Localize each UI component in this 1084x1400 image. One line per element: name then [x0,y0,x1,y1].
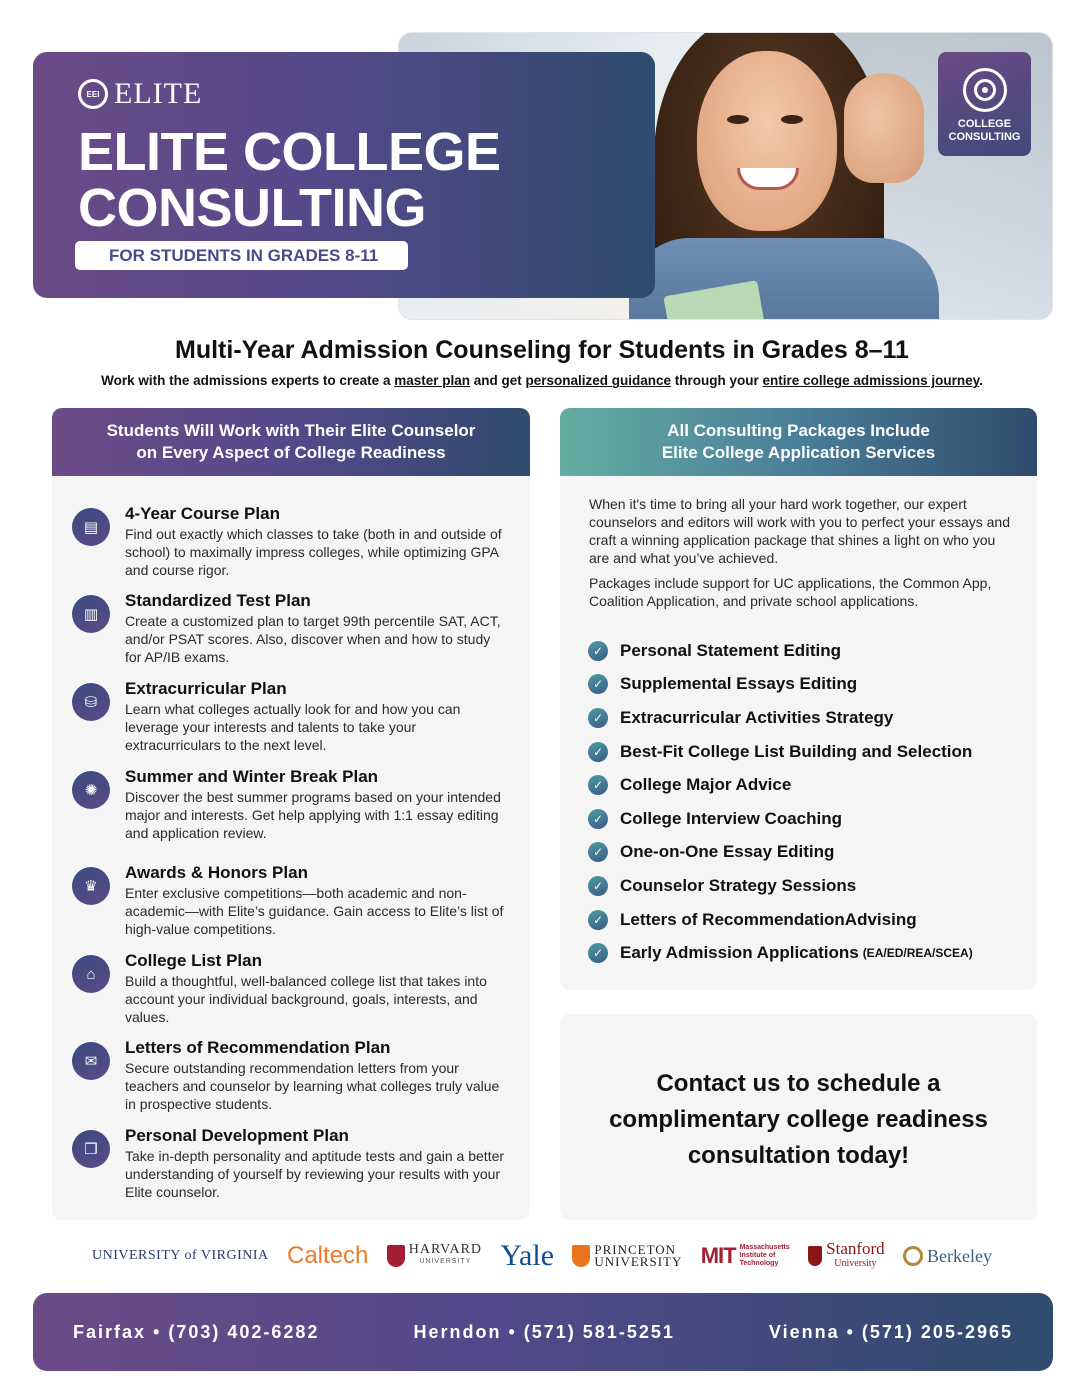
grades-pill: FOR STUDENTS IN GRADES 8-11 [75,241,408,270]
subline-text: Work with the admissions experts to create a [101,373,395,388]
panel-heading-line1: All Consulting Packages Include [667,421,930,440]
trophy-icon: ♛ [72,867,110,905]
footer-contacts [33,1293,1053,1371]
admissions-journey-link[interactable]: entire college admissions journey [762,373,980,388]
check-icon: ✓ [588,910,608,930]
princeton-logo [572,1244,682,1268]
photo-face [697,51,837,231]
plan-title: College List Plan [125,951,262,970]
service-label: One-on-One Essay Editing [620,842,835,862]
plan-description: Take in-depth personality and aptitude tests and gain a better understanding of yourself by reviewing your results with your Elite counselor. [125,1148,505,1200]
photo-eye-left [727,115,749,124]
service-label: College Major Advice [620,775,792,795]
footer-fairfax-phone[interactable]: Fairfax • (703) 402-6282 [73,1321,320,1342]
master-plan-link[interactable]: master plan [394,373,470,388]
plan-description: Create a customized plan to target 99th percentile SAT, ACT, and/or PSAT scores. Also, discover when and how to study for AP/IB exams. [125,613,501,665]
badge-label [938,118,1031,144]
panel-heading [52,408,530,476]
check-icon: ✓ [588,708,608,728]
princeton-shield-icon [572,1245,590,1267]
berkeley-logo [903,1246,992,1267]
service-label: Early Admission Applications [620,943,859,963]
caltech-wordmark: Caltech [287,1242,369,1269]
contact-cta-line: consultation today! [687,1142,910,1169]
harvard-shield-icon [387,1245,405,1267]
contact-cta-line: complimentary college readiness [609,1106,988,1133]
list-item [588,802,1018,836]
plan-description: Find out exactly which classes to take (both in and outside of school) to maximally impress colleges, while optimizing GPA and course rigor. [125,526,502,578]
berkeley-seal-icon [903,1246,923,1266]
check-icon: ✓ [588,943,608,963]
stanford-logo [808,1241,885,1271]
plan-description: Enter exclusive competitions—both academic and non-academic—with Elite’s guidance. Gain access to Elite’s list of high-value competitions. [125,885,504,937]
berkeley-wordmark: Berkeley [927,1245,992,1266]
caltech-logo [287,1242,368,1270]
thumbs-up-hand [844,73,924,183]
university-icon: ⌂ [72,955,110,993]
bar-chart-icon: ▥ [72,595,110,633]
stanford-subtitle: University [834,1258,877,1269]
college-readiness-panel [52,408,530,1220]
services-list [588,634,1018,970]
check-icon: ✓ [588,842,608,862]
brand-emblem-icon: EEI [78,79,108,109]
panel-heading-line2: Elite College Application Services [661,443,936,462]
panel-heading [560,408,1037,476]
mit-logo [701,1243,790,1269]
footer-vienna-phone[interactable]: Vienna • (571) 205-2965 [768,1321,1013,1342]
list-item [588,701,1018,735]
service-label: Letters of RecommendationAdvising [620,909,917,929]
application-services-panel [560,408,1037,990]
service-label: Best-Fit College List Building and Selection [620,741,973,761]
plan-description: Learn what colleges actually look for and how you can leverage your interests and talents to take your extracurriculars to the next level. [125,701,461,753]
check-icon: ✓ [588,775,608,795]
list-item [588,936,1018,970]
photo-eye-right [781,115,803,124]
contact-cta-line: Contact us to schedule a [656,1070,941,1097]
service-label: Supplemental Essays Editing [620,674,858,694]
hero-title [78,124,598,236]
university-logos [92,1236,992,1276]
plan-title: Extracurricular Plan [125,679,287,698]
list-item [588,836,1018,870]
subline-text: . [979,373,983,388]
service-note: (EA/ED/REA/SCEA) [862,946,973,961]
service-label: Extracurricular Activities Strategy [620,707,894,727]
uva-logo [92,1248,269,1264]
check-icon: ✓ [588,641,608,661]
mit-subtitle: Institute of [739,1252,776,1259]
plan-description: Discover the best summer programs based on your intended major and interests. Get help applying with 1:1 essay editing and application review. [125,789,501,841]
list-item [588,735,1018,769]
plan-description: Secure outstanding recommendation letters from your teachers and counselor by learning what colleges truly value in prospective students. [125,1060,500,1112]
harvard-wordmark: HARVARD [408,1242,483,1257]
check-icon: ✓ [588,742,608,762]
brand-name: ELITE [114,77,203,110]
plan-title: Awards & Honors Plan [125,863,308,882]
list-item [588,903,1018,937]
list-item [588,869,1018,903]
brand-logo[interactable] [78,77,202,111]
service-label: College Interview Coaching [620,808,842,828]
yale-logo [500,1239,554,1273]
stanford-wordmark: Stanford [826,1239,885,1258]
plan-title: Personal Development Plan [125,1126,349,1145]
envelope-icon: ✉ [72,1042,110,1080]
princeton-wordmark: PRINCETON [594,1242,677,1257]
target-icon [963,68,1007,112]
check-icon: ✓ [588,876,608,896]
yale-wordmark: Yale [500,1239,555,1272]
services-intro [589,495,1014,610]
services-intro-paragraph: Packages include support for UC applications, the Common App, Coalition Application, and private school applications. [589,575,992,609]
panel-heading-line1: Students Will Work with Their Elite Counselor [106,421,476,440]
personalized-guidance-link[interactable]: personalized guidance [525,373,672,388]
lightbulb-icon: ✺ [72,771,110,809]
plan-title: Letters of Recommendation Plan [125,1038,391,1057]
list-item [588,768,1018,802]
backpack-icon: ⛁ [72,683,110,721]
mit-subtitle: Technology [739,1260,779,1267]
check-icon: ✓ [588,674,608,694]
panel-heading-line2: on Every Aspect of College Readiness [136,443,446,462]
contact-cta [560,1066,1037,1174]
hero-title-line2: CONSULTING [78,178,426,238]
uva-wordmark: UNIVERSITY of VIRGINIA [92,1248,269,1263]
stanford-tree-icon [808,1246,822,1266]
plan-title: Summer and Winter Break Plan [125,767,379,786]
contact-panel[interactable] [560,1014,1037,1220]
princeton-subtitle: UNIVERSITY [594,1254,683,1269]
plan-title: Standardized Test Plan [125,591,311,610]
services-intro-paragraph: When it's time to bring all your hard work together, our expert counselors and editors will work with you to perfect your essays and craft a winning application package that shines a light on who you are and what you’ve achieved. [589,496,1010,566]
subline-text: through your [671,373,763,388]
subline-text: and get [469,373,526,388]
harvard-subtitle: UNIVERSITY [419,1258,472,1265]
badge-label-line1: COLLEGE [957,118,1012,130]
mit-subtitle: Massachusetts [739,1244,790,1251]
mit-wordmark: MIT [700,1243,736,1268]
page-subline [0,373,1084,388]
list-item [588,634,1018,668]
plan-title: 4-Year Course Plan [125,504,280,523]
service-label: Personal Statement Editing [620,640,842,660]
course-sheet-icon: ▤ [72,508,110,546]
page-headline: Multi-Year Admission Counseling for Students in Grades 8–11 [175,336,909,364]
footer-herndon-phone[interactable]: Herndon • (571) 581-5251 [413,1321,675,1342]
hero-card [33,52,655,298]
service-label: Counselor Strategy Sessions [620,875,857,895]
college-consulting-badge [938,52,1031,156]
hero-title-line1: ELITE COLLEGE [78,122,501,182]
badge-label-line2: CONSULTING [948,131,1021,143]
check-icon: ✓ [588,809,608,829]
plan-description: Build a thoughtful, well-balanced college list that takes into account your individual background, goals, interests, and values. [125,973,487,1025]
list-item [588,668,1018,702]
notebook-icon: ❒ [72,1130,110,1168]
harvard-logo [387,1244,482,1268]
